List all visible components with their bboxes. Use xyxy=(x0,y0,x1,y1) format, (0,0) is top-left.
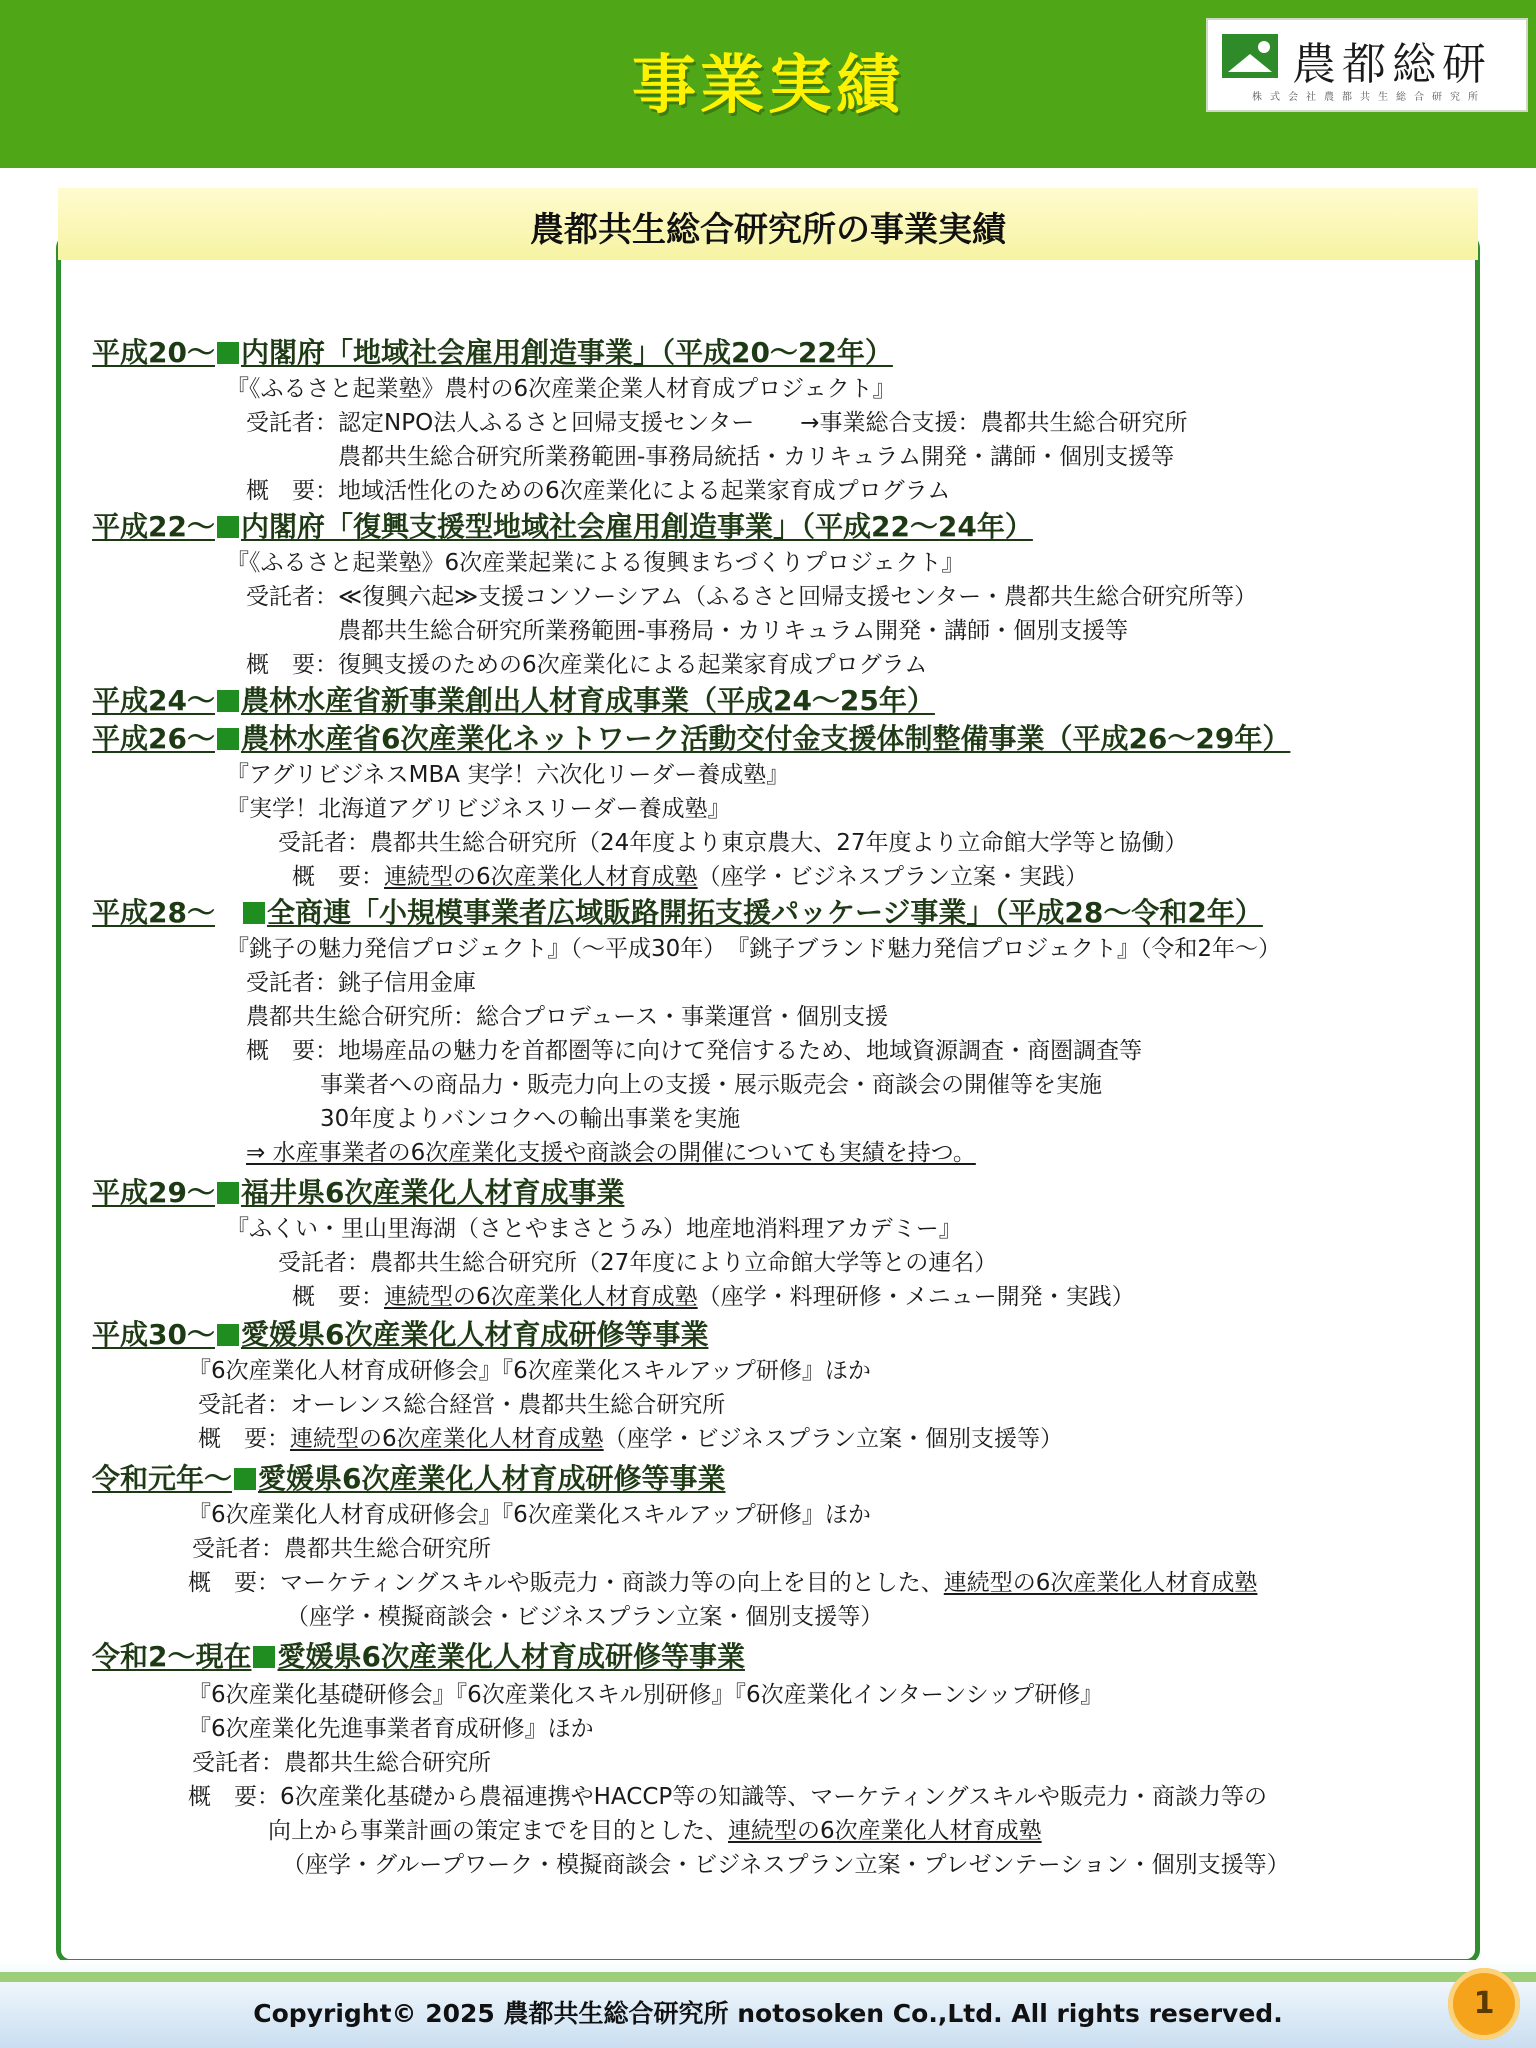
entry-line: 受託者：銚子信用金庫 xyxy=(246,970,476,996)
entry-line: 『銚子の魅力発信プロジェクト』（～平成30年） 『銚子ブランド魅力発信プロジェクト』（令和2年～） xyxy=(226,936,1281,962)
entry-period: 平成20～ xyxy=(92,336,215,369)
program-name: 連続型の6次産業化人材育成塾 xyxy=(290,1426,604,1452)
entry-title: 愛媛県6次産業化人材育成研修等事業 xyxy=(258,1462,726,1495)
entry-heading xyxy=(92,722,1290,756)
summary-label: 概 要： xyxy=(292,1284,384,1310)
program-name: 連続型の6次産業化人材育成塾 xyxy=(384,864,698,890)
bullet-square-icon xyxy=(217,1324,239,1346)
entry-line: 農都共生総合研究所：総合プロデュース・事業運営・個別支援 xyxy=(246,1004,889,1030)
entry-line: 概 要：復興支援のための6次産業化による起業家育成プログラム xyxy=(246,652,928,678)
page-title: 事業実績 xyxy=(632,49,904,123)
program-detail: （座学・料理研修・メニュー開発・実践） xyxy=(697,1284,1135,1310)
bullet-square-icon xyxy=(217,342,239,364)
entry-title: 愛媛県6次産業化人材育成研修等事業 xyxy=(277,1640,745,1673)
entry-heading xyxy=(92,1640,745,1674)
entry-line: 受託者：農都共生総合研究所（24年度より東京農大、27年度より立命館大学等と協働） xyxy=(278,830,1188,856)
logo-name: 農都総研 xyxy=(1292,39,1492,90)
bullet-square-icon xyxy=(217,690,239,712)
panel-title-band xyxy=(58,188,1478,260)
bullet-square-icon xyxy=(234,1468,256,1490)
header-bar xyxy=(0,0,1536,168)
entry-line: 『6次産業化人材育成研修会』『6次産業化スキルアップ研修』ほか xyxy=(188,1502,871,1528)
entry-line: 『《ふるさと起業塾》6次産業起業による復興まちづくりプロジェクト』 xyxy=(226,550,965,576)
entry-title: 全商連「小規模事業者広域販路開拓支援パッケージ事業」（平成28～令和2年） xyxy=(266,896,1263,929)
entry-line: 事業者への商品力・販売力向上の支援・展示販売会・商談会の開催等を実施 xyxy=(320,1072,1102,1098)
logo-subtitle: 株式会社農都共生総合研究所 xyxy=(1252,92,1486,103)
entry-period: 令和元年～ xyxy=(92,1462,233,1495)
entry-heading xyxy=(92,336,893,370)
panel-title: 農都共生総合研究所の事業実績 xyxy=(530,210,1006,250)
entry-period: 平成22～ xyxy=(92,510,215,543)
entry-period: 平成30～ xyxy=(92,1318,215,1351)
entry-title: 愛媛県6次産業化人材育成研修等事業 xyxy=(240,1318,709,1351)
copyright-text: Copyright© 2025 農都共生総合研究所 notosoken Co.,Ltd. All rights reserved. xyxy=(253,1999,1283,2028)
entry-line: 受託者：農都共生総合研究所（27年度により立命館大学等との連名） xyxy=(278,1250,998,1276)
entry-line: ⇒ 水産事業者の6次産業化支援や商談会の開催についても実績を持つ。 xyxy=(246,1140,976,1166)
entry-line: 『ふくい・里山里海湖（さとやまさとうみ）地産地消料理アカデミー』 xyxy=(226,1216,962,1242)
entry-period: 平成26～ xyxy=(92,722,215,755)
entry-line: 『6次産業化先進事業者育成研修』ほか xyxy=(188,1716,594,1742)
entry-heading xyxy=(92,1176,624,1210)
entry-line: 『アグリビジネスMBA 実学！六次化リーダー養成塾』 xyxy=(226,762,790,788)
page-number: 1 xyxy=(1473,1986,1495,2021)
entry-line: 30年度よりバンコクへの輸出事業を実施 xyxy=(320,1106,741,1132)
entry-line: 農都共生総合研究所業務範囲-事務局・カリキュラム開発・講師・個別支援等 xyxy=(338,618,1129,644)
program-name: 連続型の6次産業化人材育成塾 xyxy=(943,1570,1258,1596)
entry-line: 受託者：オーレンス総合経営・農都共生総合研究所 xyxy=(198,1392,726,1418)
entry-line: 『実学！北海道アグリビジネスリーダー養成塾』 xyxy=(226,796,731,822)
entry-line xyxy=(292,1282,1135,1312)
entry-title: 内閣府「復興支援型地域社会雇用創造事業」（平成22～24年） xyxy=(240,510,1033,543)
summary-text: 向上から事業計画の策定までを目的とした、 xyxy=(268,1818,728,1844)
entry-line: 概 要：地場産品の魅力を首都圏等に向けて発信するため、地域資源調査・商圏調査等 xyxy=(246,1038,1143,1064)
entry-period: 平成24～ xyxy=(92,684,215,717)
summary-text: 概 要：マーケティングスキルや販売力・商談力等の向上を目的とした、 xyxy=(188,1570,944,1596)
bullet-square-icon xyxy=(217,1182,239,1204)
entry-line: （座学・模擬商談会・ビジネスプラン立案・個別支援等） xyxy=(286,1604,884,1630)
bullet-square-icon xyxy=(243,902,265,924)
program-name: 連続型の6次産業化人材育成塾 xyxy=(728,1818,1042,1844)
entry-line xyxy=(188,1568,1257,1598)
entry-line: 受託者：認定NPO法人ふるさと回帰支援センター →事業総合支援：農都共生総合研究所 xyxy=(246,410,1188,436)
entry-heading xyxy=(92,510,1033,544)
entry-heading xyxy=(92,1318,708,1352)
summary-label: 概 要： xyxy=(292,864,384,890)
entry-line xyxy=(292,862,1088,892)
entry-heading xyxy=(92,1462,726,1496)
program-name: 連続型の6次産業化人材育成塾 xyxy=(384,1284,698,1310)
entry-line xyxy=(198,1424,1063,1454)
entry-line: 農都共生総合研究所業務範囲-事務局統括・カリキュラム開発・講師・個別支援等 xyxy=(338,444,1175,470)
entry-line: 概 要：地域活性化のための6次産業化による起業家育成プログラム xyxy=(246,478,951,504)
entry-line: 概 要：6次産業化基礎から農福連携やHACCP等の知識等、マーケティングスキルや販売力・商談力等の xyxy=(188,1784,1268,1810)
entry-title: 福井県6次産業化人材育成事業 xyxy=(240,1176,625,1209)
entry-line: 受託者：農都共生総合研究所 xyxy=(192,1536,491,1562)
company-logo xyxy=(1206,18,1528,112)
entry-heading xyxy=(92,896,1263,930)
entry-line: 受託者：≪復興六起≫支援コンソーシアム（ふるさと回帰支援センター・農都共生総合研究所等） xyxy=(246,584,1258,610)
program-detail: （座学・ビジネスプラン立案・個別支援等） xyxy=(603,1426,1063,1452)
bullet-square-icon xyxy=(253,1646,275,1668)
entry-period: 令和2～現在 xyxy=(92,1640,252,1673)
logo-mark-icon xyxy=(1222,34,1278,78)
entry-heading xyxy=(92,684,935,718)
entry-line: 『6次産業化基礎研修会』『6次産業化スキル別研修』『6次産業化インターンシップ研修』 xyxy=(188,1682,1104,1708)
footer-grass xyxy=(0,1972,1536,1982)
entry-title: 農林水産省6次産業化ネットワーク活動交付金支援体制整備事業（平成26～29年） xyxy=(240,722,1291,755)
entry-title: 内閣府「地域社会雇用創造事業」（平成20～22年） xyxy=(240,336,893,369)
page-number-badge xyxy=(1448,1968,1520,2040)
summary-label: 概 要： xyxy=(198,1426,290,1452)
bullet-square-icon xyxy=(217,516,239,538)
entry-period: 平成29～ xyxy=(92,1176,215,1209)
entry-line xyxy=(268,1816,1042,1846)
entry-line: 『6次産業化人材育成研修会』『6次産業化スキルアップ研修』ほか xyxy=(188,1358,871,1384)
entry-line: （座学・グループワーク・模擬商談会・ビジネスプラン立案・プレゼンテーション・個別支援等） xyxy=(282,1852,1290,1878)
bullet-square-icon xyxy=(217,728,239,750)
entry-title: 農林水産省新事業創出人材育成事業（平成24～25年） xyxy=(240,684,935,717)
program-detail: （座学・ビジネスプラン立案・実践） xyxy=(697,864,1088,890)
entry-period: 平成28～ xyxy=(92,896,215,929)
entry-line: 受託者：農都共生総合研究所 xyxy=(192,1750,491,1776)
entry-line: 『《ふるさと起業塾》農村の6次産業企業人材育成プロジェクト』 xyxy=(226,376,896,402)
